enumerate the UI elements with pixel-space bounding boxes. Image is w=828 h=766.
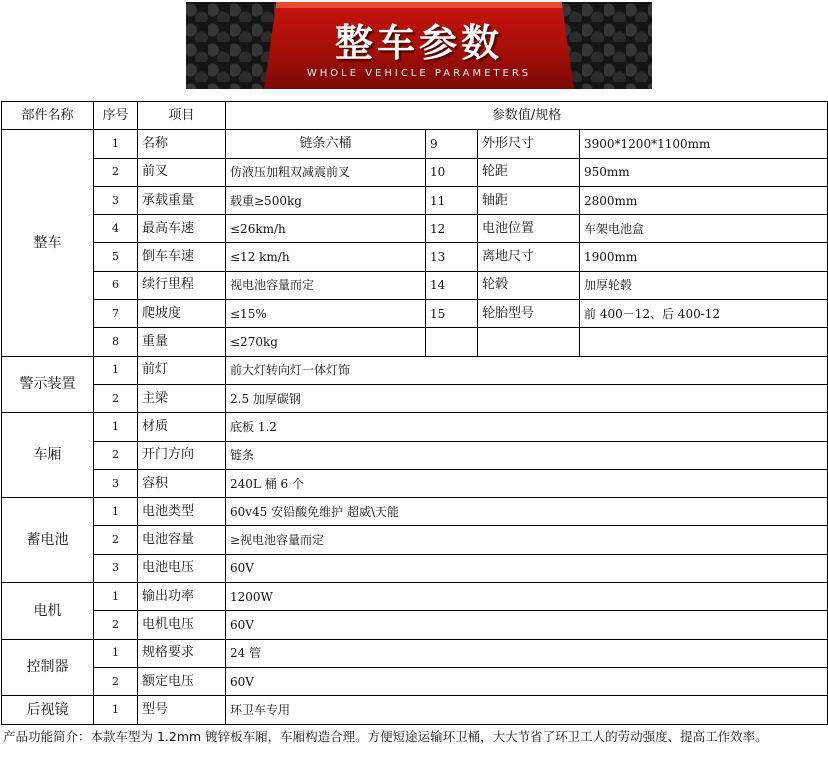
item-cell: 名称 [138,130,226,158]
value-cell: ≥视电池容量而定 [226,526,828,554]
value-cell: ≤270kg [226,328,426,356]
item-cell: 轮距 [478,158,580,186]
table-row [2,384,828,412]
seq-cell: 5 [94,243,138,271]
seq-cell: 6 [94,271,138,299]
header-value: 参数值/规格 [226,102,828,130]
value-cell: 2800mm [580,186,828,214]
seq-cell: 1 [94,130,138,158]
item-cell: 承载重量 [138,186,226,214]
table-row [2,328,828,356]
value-cell [580,328,828,356]
seq-cell: 3 [94,554,138,582]
value-cell: 1200W [226,583,828,611]
value-cell: 链条 [226,441,828,469]
table-row [2,639,828,667]
header-seq: 序号 [94,102,138,130]
value-cell: 仿液压加粗双减震前叉 [226,158,426,186]
table-row [2,186,828,214]
table-row [2,441,828,469]
item-cell: 爬坡度 [138,300,226,328]
item-cell: 轮胎型号 [478,300,580,328]
seq-cell: 1 [94,583,138,611]
item-cell: 主梁 [138,384,226,412]
category-cell: 蓄电池 [2,498,94,583]
table-row [2,215,828,243]
category-cell: 车厢 [2,413,94,498]
seq-cell: 2 [94,611,138,639]
value-cell: 载重≥500kg [226,186,426,214]
table-row [2,356,828,384]
value-cell: 前大灯转向灯一体灯饰 [226,356,828,384]
seq-cell: 1 [94,639,138,667]
value-cell: 950mm [580,158,828,186]
item-cell: 开门方向 [138,441,226,469]
value-cell: ≤12 km/h [226,243,426,271]
item-cell: 前灯 [138,356,226,384]
seq-cell: 3 [94,186,138,214]
seq-cell: 8 [94,328,138,356]
product-note: 产品功能简介：本款车型为 1.2mm 镀锌板车厢，车厢构造合理。方便短途运输环卫桶，大大节省了环卫工人的劳动强度、提高工作效率。 [3,729,768,744]
item-cell: 最高车速 [138,215,226,243]
spec-table [1,101,828,725]
category-cell: 后视镜 [2,696,94,724]
header-part: 部件名称 [2,102,94,130]
table-row [2,583,828,611]
table-row [2,243,828,271]
item-cell: 电池电压 [138,554,226,582]
value-cell: ≤26km/h [226,215,426,243]
seq-cell [426,328,478,356]
category-cell: 警示装置 [2,356,94,413]
header-item: 项目 [138,102,226,130]
item-cell: 输出功率 [138,583,226,611]
value-cell: 前 400－12、后 400-12 [580,300,828,328]
table-row [2,130,828,158]
item-cell: 容积 [138,469,226,497]
item-cell: 电池容量 [138,526,226,554]
table-row [2,667,828,695]
seq-cell: 10 [426,158,478,186]
table-row [2,611,828,639]
seq-cell: 14 [426,271,478,299]
table-row [2,554,828,582]
value-cell: 60v45 安铅酸免维护 超威\天能 [226,498,828,526]
seq-cell: 9 [426,130,478,158]
item-cell: 电池类型 [138,498,226,526]
seq-cell: 2 [94,667,138,695]
value-cell: 1900mm [580,243,828,271]
item-cell: 轮毂 [478,271,580,299]
category-cell: 电机 [2,583,94,640]
seq-cell: 2 [94,384,138,412]
item-cell: 规格要求 [138,639,226,667]
item-cell: 离地尺寸 [478,243,580,271]
value-cell: 底板 1.2 [226,413,828,441]
value-cell: 3900*1200*1100mm [580,130,828,158]
seq-cell: 4 [94,215,138,243]
header-row [2,102,828,130]
table-row [2,158,828,186]
seq-cell: 3 [94,469,138,497]
value-cell: 视电池容量而定 [226,271,426,299]
seq-cell: 12 [426,215,478,243]
category-cell: 整车 [2,130,94,356]
table-row [2,469,828,497]
item-cell: 材质 [138,413,226,441]
seq-cell: 2 [94,158,138,186]
item-cell: 电池位置 [478,215,580,243]
item-cell: 外形尺寸 [478,130,580,158]
item-cell [478,328,580,356]
value-cell: 车架电池盒 [580,215,828,243]
value-cell: 60V [226,667,828,695]
category-cell: 控制器 [2,639,94,696]
seq-cell: 2 [94,526,138,554]
seq-cell: 7 [94,300,138,328]
value-cell: ≤15% [226,300,426,328]
table-row [2,300,828,328]
item-cell: 前叉 [138,158,226,186]
value-cell: 加厚轮毂 [580,271,828,299]
item-cell: 续行里程 [138,271,226,299]
value-cell: 环卫车专用 [226,696,828,724]
value-cell: 24 管 [226,639,828,667]
table-row [2,696,828,724]
title-banner [186,2,652,89]
banner-subtitle: WHOLE VEHICLE PARAMETERS [306,68,532,79]
seq-cell: 1 [94,498,138,526]
seq-cell: 2 [94,441,138,469]
item-cell: 重量 [138,328,226,356]
item-cell: 电机电压 [138,611,226,639]
table-row [2,271,828,299]
seq-cell: 1 [94,413,138,441]
seq-cell: 13 [426,243,478,271]
value-cell: 2.5 加厚碳钢 [226,384,828,412]
seq-cell: 11 [426,186,478,214]
item-cell: 轴距 [478,186,580,214]
item-cell: 倒车车速 [138,243,226,271]
item-cell: 额定电压 [138,667,226,695]
value-cell: 240L 桶 6 个 [226,469,828,497]
value-cell: 60V [226,611,828,639]
seq-cell: 15 [426,300,478,328]
seq-cell: 1 [94,696,138,724]
value-cell: 链条六桶 [226,130,426,158]
item-cell: 型号 [138,696,226,724]
value-cell: 60V [226,554,828,582]
table-row [2,498,828,526]
seq-cell: 1 [94,356,138,384]
banner-title: 整车参数 [334,21,503,65]
table-row [2,526,828,554]
table-row [2,413,828,441]
